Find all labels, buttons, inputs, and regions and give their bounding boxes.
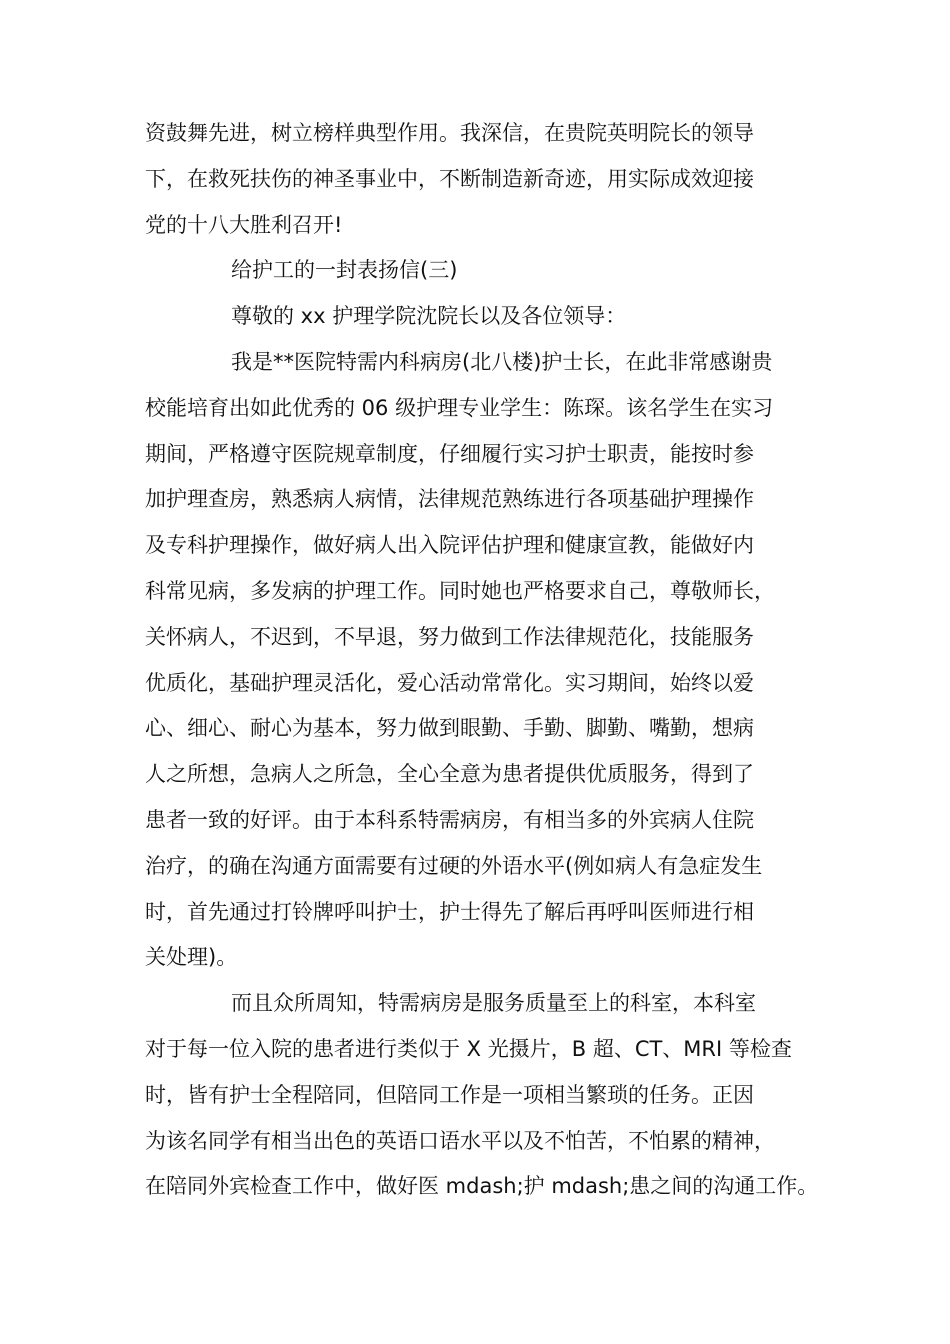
paragraph1-line-13: 时，首先通过打铃牌呼叫护士，护士得先了解后再呼叫医师进行相 — [145, 899, 754, 924]
paragraph2-line-1: 而且众所周知，特需病房是服务质量至上的科室，本科室 — [231, 991, 756, 1016]
document-body — [145, 111, 835, 1210]
paragraph2-line-2: 对于每一位入院的患者进行类似于 X 光摄片，B 超、CT、MRI 等检查 — [145, 1036, 792, 1061]
paragraph1-line-1: 我是**医院特需内科病房(北八楼)护士长，在此非常感谢贵 — [231, 349, 773, 374]
paragraph1-line-14: 关处理)。 — [145, 945, 238, 970]
paragraph1-line-10: 人之所想，急病人之所急，全心全意为患者提供优质服务，得到了 — [145, 762, 754, 787]
continuation-line-2: 下，在救死扶伤的神圣事业中，不断制造新奇迹，用实际成效迎接 — [145, 166, 754, 191]
paragraph1-line-6: 科常见病，多发病的护理工作。同时她也严格要求自己，尊敬师长， — [145, 578, 775, 603]
paragraph1-line-8: 优质化，基础护理灵活化，爱心活动常常化。实习期间，始终以爱 — [145, 670, 754, 695]
paragraph1-line-7: 关怀病人，不迟到，不早退，努力做到工作法律规范化，技能服务 — [145, 624, 754, 649]
paragraph1-line-2: 校能培育出如此优秀的 06 级护理专业学生：陈琛。该名学生在实习 — [145, 395, 774, 420]
paragraph1-line-9: 心、细心、耐心为基本，努力做到眼勤、手勤、脚勤、嘴勤，想病 — [145, 716, 754, 741]
section-title: 给护工的一封表扬信(三) — [231, 258, 458, 283]
paragraph1-line-3: 期间，严格遵守医院规章制度，仔细履行实习护士职责，能按时参 — [145, 441, 754, 466]
continuation-line-1: 资鼓舞先进，树立榜样典型作用。我深信，在贵院英明院长的领导 — [145, 121, 754, 145]
paragraph1-line-11: 患者一致的好评。由于本科系特需病房，有相当多的外宾病人住院 — [145, 807, 754, 832]
paragraph2-line-5: 在陪同外宾检查工作中，做好医 mdash;护 mdash;患之间的沟通工作。 — [145, 1174, 819, 1199]
continuation-line-3: 党的十八大胜利召开! — [145, 212, 343, 237]
paragraph1-line-5: 及专科护理操作，做好病人出入院评估护理和健康宣教，能做好内 — [145, 533, 754, 558]
paragraph2-line-3: 时，皆有护士全程陪同，但陪同工作是一项相当繁琐的任务。正因 — [145, 1082, 754, 1107]
paragraph1-line-12: 治疗，的确在沟通方面需要有过硬的外语水平(例如病人有急症发生 — [145, 853, 763, 878]
paragraph1-line-4: 加护理查房，熟悉病人病情，法律规范熟练进行各项基础护理操作 — [145, 487, 754, 512]
paragraph2-line-4: 为该名同学有相当出色的英语口语水平以及不怕苦，不怕累的精神， — [145, 1128, 775, 1153]
salutation: 尊敬的 xx 护理学院沈院长以及各位领导： — [231, 304, 627, 329]
